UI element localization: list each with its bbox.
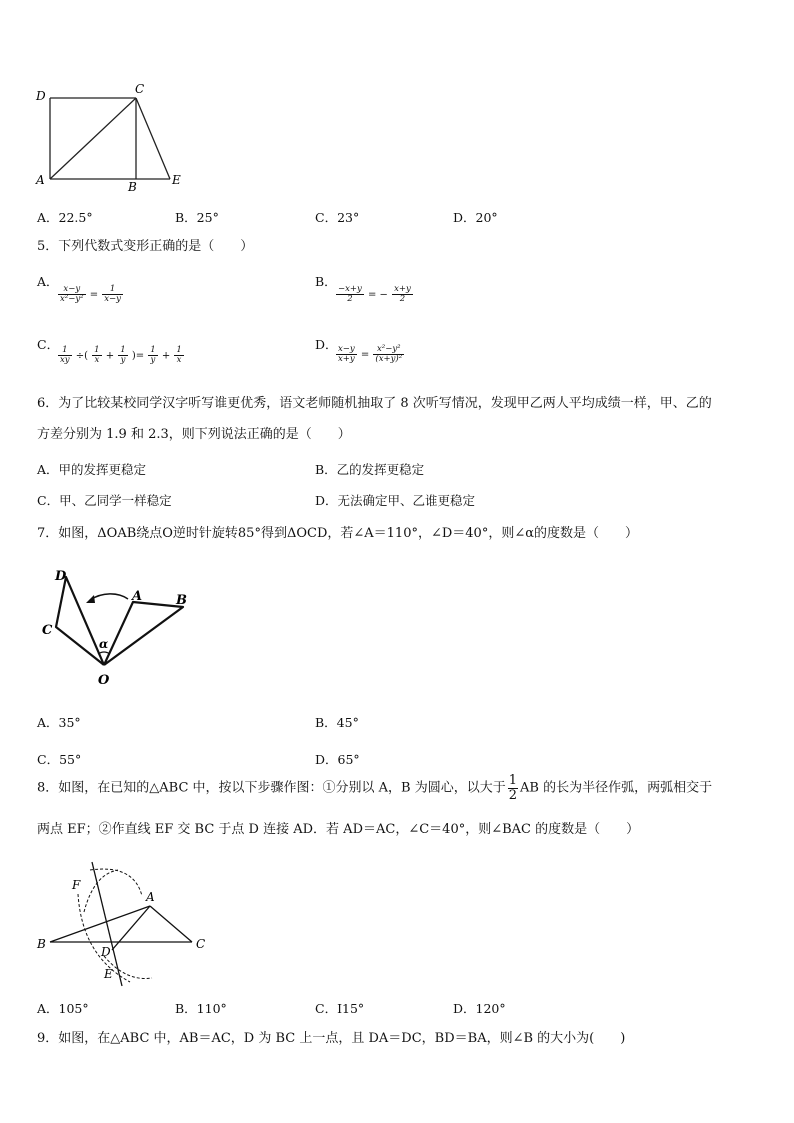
q6-option-b[interactable]: B．乙的发挥更稳定 — [315, 462, 425, 477]
q8-label-A: A — [146, 890, 155, 904]
q6-stem-line2: 方差分别为 1.9 和 2.3，则下列说法正确的是（ ） — [37, 427, 351, 442]
q7-label-O: O — [98, 673, 110, 688]
q8-stem-line1 — [37, 774, 712, 802]
q6-option-c[interactable]: C．甲、乙同学一样稳定 — [37, 493, 172, 508]
q8-half-fraction: $\frac{1}{2}$ — [508, 773, 518, 803]
q7-option-a[interactable]: A．35° — [37, 715, 81, 730]
q5-stem: 5．下列代数式变形正确的是（ ） — [37, 239, 254, 254]
q6-option-d[interactable]: D．无法确定甲、乙谁更稳定 — [315, 493, 476, 508]
q8-option-b[interactable]: B．110° — [175, 1001, 227, 1016]
q7-option-d[interactable]: D．65° — [315, 752, 360, 767]
q8-option-a[interactable]: A．105° — [37, 1001, 89, 1016]
q8-stem-line2: 两点 EF；②作直线 EF 交 BC 于点 D 连接 AD．若 AD＝AC，∠C＝40°，则∠BAC 的度数是（ ） — [37, 822, 640, 837]
q5-option-a-expr[interactable]: $\frac{x-y}{\text{x²−y²}}$ = $\frac{1}{x-y}$ — [60, 284, 121, 305]
q8-label-F: F — [72, 878, 81, 892]
q4-figure — [32, 80, 192, 195]
q6-option-a[interactable]: A．甲的发挥更稳定 — [37, 462, 147, 477]
q5-option-b-label[interactable]: B． — [315, 274, 337, 289]
q8-stem-pre: 8．如图，在已知的△ABC 中，按以下步骤作图：①分别以 A，B 为圆心，以大于 — [37, 780, 506, 796]
q7-label-B: B — [176, 593, 187, 608]
q7-stem: 7．如图，ΔOAB绕点O逆时针旋转85°得到ΔOCD，若∠A＝110°，∠D＝40°，则∠α的度数是（ ） — [37, 526, 638, 541]
q8-figure — [34, 856, 214, 991]
q5-option-d-label[interactable]: D． — [315, 337, 338, 352]
q8-stem-post: AB 的长为半径作弧，两弧相交于 — [520, 780, 713, 796]
q7-label-D: D — [55, 569, 67, 584]
q4-label-C: C — [135, 82, 145, 96]
q8-label-D: D — [101, 945, 111, 959]
q4-label-E: E — [172, 173, 181, 187]
q7-label-A: A — [132, 589, 143, 604]
q4-label-D: D — [36, 89, 46, 103]
q4-label-B: B — [128, 180, 137, 194]
q7-option-b[interactable]: B．45° — [315, 715, 359, 730]
q6-stem-line1: 6．为了比较某校同学汉字听写谁更优秀，语文老师随机抽取了 8 次听写情况，发现甲乙两人平均成绩一样，甲、乙的 — [37, 396, 712, 411]
q5-option-c-expr[interactable]: $\frac{1}{xy}$ ÷( $\frac{1}{x}$ + $\frac{1}{y}$ )= $\frac{1}{y}$ + $\frac{1}{x}$ — [60, 345, 182, 366]
q4-label-A: A — [36, 173, 45, 187]
q5-option-a-label[interactable]: A． — [37, 274, 59, 289]
q8-label-B: B — [37, 937, 46, 951]
q5-option-d-expr[interactable]: $\frac{x-y}{x+y}$ = $\frac{\text{x²−y²}}{\text{(x+y)²}}$ — [338, 344, 403, 365]
q8-label-C: C — [196, 937, 206, 951]
q4-option-c[interactable]: C．23° — [315, 210, 360, 225]
q4-option-b[interactable]: B．25° — [175, 210, 219, 225]
q7-label-C: C — [42, 623, 53, 638]
q4-option-d[interactable]: D．20° — [453, 210, 498, 225]
q7-option-c[interactable]: C．55° — [37, 752, 82, 767]
q8-option-d[interactable]: D．120° — [453, 1001, 506, 1016]
q8-option-c[interactable]: C．I15° — [315, 1001, 365, 1016]
q7-label-alpha: α — [99, 637, 109, 651]
q9-stem: 9．如图，在△ABC 中，AB＝AC，D 为 BC 上一点，且 DA＝DC，BD＝BA，则∠B 的大小为( ) — [37, 1031, 626, 1046]
q5-option-c-label[interactable]: C． — [37, 337, 60, 352]
q7-figure — [36, 562, 206, 692]
q4-option-a[interactable]: A．22.5° — [37, 210, 93, 225]
q8-label-E: E — [104, 967, 113, 981]
q5-option-b-expr[interactable]: $\frac{-x+y}{2}$ = − $\frac{x+y}{2}$ — [338, 284, 411, 305]
